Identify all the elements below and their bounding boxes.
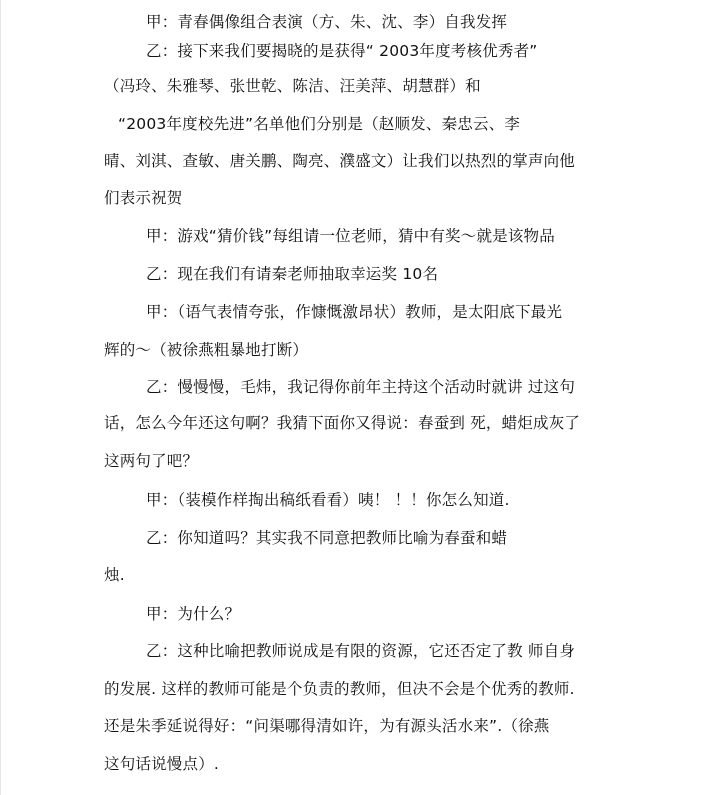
script-line: 辉的～（被徐燕粗暴地打断） xyxy=(104,341,309,359)
script-line: 们表示祝贺 xyxy=(104,189,183,207)
script-line: 的发展. 这样的教师可能是个负责的教师，但决不会是个优秀的教师. xyxy=(104,680,575,698)
script-line: 这句话说慢点）. xyxy=(104,755,220,773)
page-edge-divider xyxy=(0,0,1,795)
script-line: 甲：游戏“猜价钱”每组请一位老师，猜中有奖～就是该物品 xyxy=(146,227,555,245)
script-line: 乙：慢慢慢，毛炜，我记得你前年主持这个活动时就讲 过这句 xyxy=(146,378,576,396)
script-line: 甲：青春偶像组合表演（方、朱、沈、李）自我发挥 xyxy=(146,13,508,31)
script-line: （冯玲、朱雅琴、张世乾、陈洁、汪美萍、胡慧群）和 xyxy=(104,77,481,95)
script-line: 乙：这种比喻把教师说成是有限的资源，它还否定了教 师自身 xyxy=(146,642,576,660)
script-line: 乙：接下来我们要揭晓的是获得“ 2003年度考核优秀者” xyxy=(146,42,538,60)
script-line: 乙：现在我们有请秦老师抽取幸运奖 10名 xyxy=(146,265,439,283)
script-line: 这两句了吧？ xyxy=(104,452,199,470)
script-line: 烛. xyxy=(104,566,125,584)
script-line: 乙：你知道吗？其实我不同意把教师比喻为春蚕和蜡 xyxy=(146,529,508,547)
script-line: “2003年度校先进”名单他们分别是（赵顺发、秦忠云、李 xyxy=(118,115,521,133)
script-line: 还是朱季延说得好：“问渠哪得清如许，为有源头活水来”.（徐燕 xyxy=(104,717,550,735)
script-line: 甲：（语气表情夸张，作慷慨激昂状）教师，是太阳底下最光 xyxy=(146,303,563,321)
script-line: 话，怎么今年还这句啊？我猜下面你又得说：春蚕到 死，蜡炬成灰了 xyxy=(104,414,581,432)
script-line: 甲：为什么？ xyxy=(146,605,241,623)
script-line: 晴、刘淇、查敏、唐关鹏、陶亮、濮盛文）让我们以热烈的掌声向他 xyxy=(104,152,576,170)
script-line: 甲：（装模作样掏出稿纸看看）咦！ ！！你怎么知道. xyxy=(146,491,510,509)
